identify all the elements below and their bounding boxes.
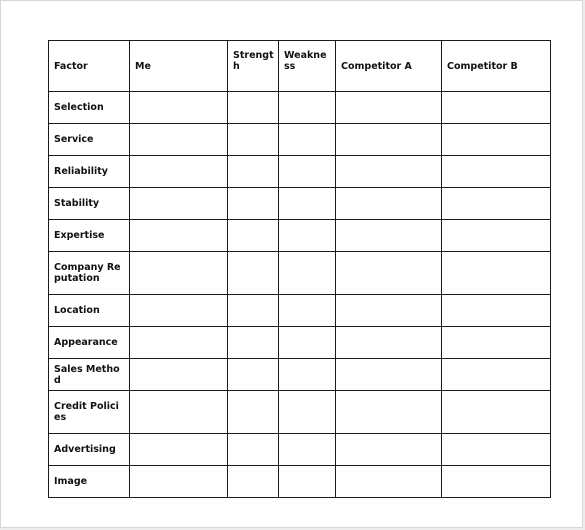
table-cell <box>130 359 228 391</box>
factor-label: Expertise <box>49 220 130 252</box>
table-cell <box>336 327 442 359</box>
table-cell <box>130 391 228 434</box>
factor-label: Selection <box>49 92 130 124</box>
table-cell <box>228 220 279 252</box>
table-cell <box>228 252 279 295</box>
table-cell <box>130 295 228 327</box>
table-cell <box>279 466 336 498</box>
factor-label: Stability <box>49 188 130 220</box>
table-row <box>49 434 551 466</box>
factor-label: Sales Method <box>49 359 130 391</box>
table-cell <box>442 359 551 391</box>
table-cell <box>442 252 551 295</box>
table-cell <box>336 295 442 327</box>
table-cell <box>228 188 279 220</box>
table-cell <box>336 391 442 434</box>
table-cell <box>442 466 551 498</box>
table-row <box>49 124 551 156</box>
factor-label: Company Reputation <box>49 252 130 295</box>
table-cell <box>442 434 551 466</box>
table-cell <box>130 188 228 220</box>
header-factor: Factor <box>49 41 130 92</box>
table-cell <box>336 188 442 220</box>
table-cell <box>279 124 336 156</box>
header-row <box>49 41 551 92</box>
table-cell <box>130 156 228 188</box>
factor-label: Location <box>49 295 130 327</box>
table-cell <box>279 359 336 391</box>
table-cell <box>130 92 228 124</box>
table-cell <box>336 434 442 466</box>
table-cell <box>279 434 336 466</box>
table-cell <box>130 466 228 498</box>
table-cell <box>228 124 279 156</box>
table-cell <box>279 391 336 434</box>
table-cell <box>336 252 442 295</box>
factor-label: Appearance <box>49 327 130 359</box>
factor-label: Reliability <box>49 156 130 188</box>
factor-label: Image <box>49 466 130 498</box>
table-row <box>49 391 551 434</box>
table-cell <box>279 252 336 295</box>
table-row <box>49 188 551 220</box>
table-cell <box>442 124 551 156</box>
table-row <box>49 359 551 391</box>
table-cell <box>130 124 228 156</box>
table-cell <box>336 156 442 188</box>
competitive-analysis-table <box>48 40 551 498</box>
table-row <box>49 252 551 295</box>
table-row <box>49 327 551 359</box>
table-cell <box>336 359 442 391</box>
table-cell <box>442 391 551 434</box>
table-cell <box>442 156 551 188</box>
table-cell <box>279 295 336 327</box>
table-cell <box>279 188 336 220</box>
table-cell <box>130 434 228 466</box>
table-cell <box>228 327 279 359</box>
table-cell <box>228 359 279 391</box>
header-competitor-b: Competitor B <box>442 41 551 92</box>
table-cell <box>228 391 279 434</box>
table-cell <box>228 156 279 188</box>
factor-label: Advertising <box>49 434 130 466</box>
table-row <box>49 156 551 188</box>
table-row <box>49 220 551 252</box>
table-cell <box>130 220 228 252</box>
header-me: Me <box>130 41 228 92</box>
table-cell <box>130 327 228 359</box>
table-cell <box>279 327 336 359</box>
table-row <box>49 295 551 327</box>
table-row <box>49 466 551 498</box>
header-strength: Strength <box>228 41 279 92</box>
table-cell <box>279 156 336 188</box>
table-cell <box>442 327 551 359</box>
table-cell <box>336 220 442 252</box>
table-row <box>49 92 551 124</box>
table-cell <box>442 295 551 327</box>
table-cell <box>279 92 336 124</box>
factor-label: Credit Policies <box>49 391 130 434</box>
table-cell <box>228 92 279 124</box>
table-cell <box>442 92 551 124</box>
table-cell <box>336 124 442 156</box>
table-cell <box>442 220 551 252</box>
table-cell <box>442 188 551 220</box>
table-cell <box>228 295 279 327</box>
header-weakness: Weakness <box>279 41 336 92</box>
table-cell <box>228 466 279 498</box>
factor-label: Service <box>49 124 130 156</box>
table-cell <box>228 434 279 466</box>
table-cell <box>336 92 442 124</box>
header-competitor-a: Competitor A <box>336 41 442 92</box>
table-cell <box>336 466 442 498</box>
table-cell <box>130 252 228 295</box>
table-cell <box>279 220 336 252</box>
